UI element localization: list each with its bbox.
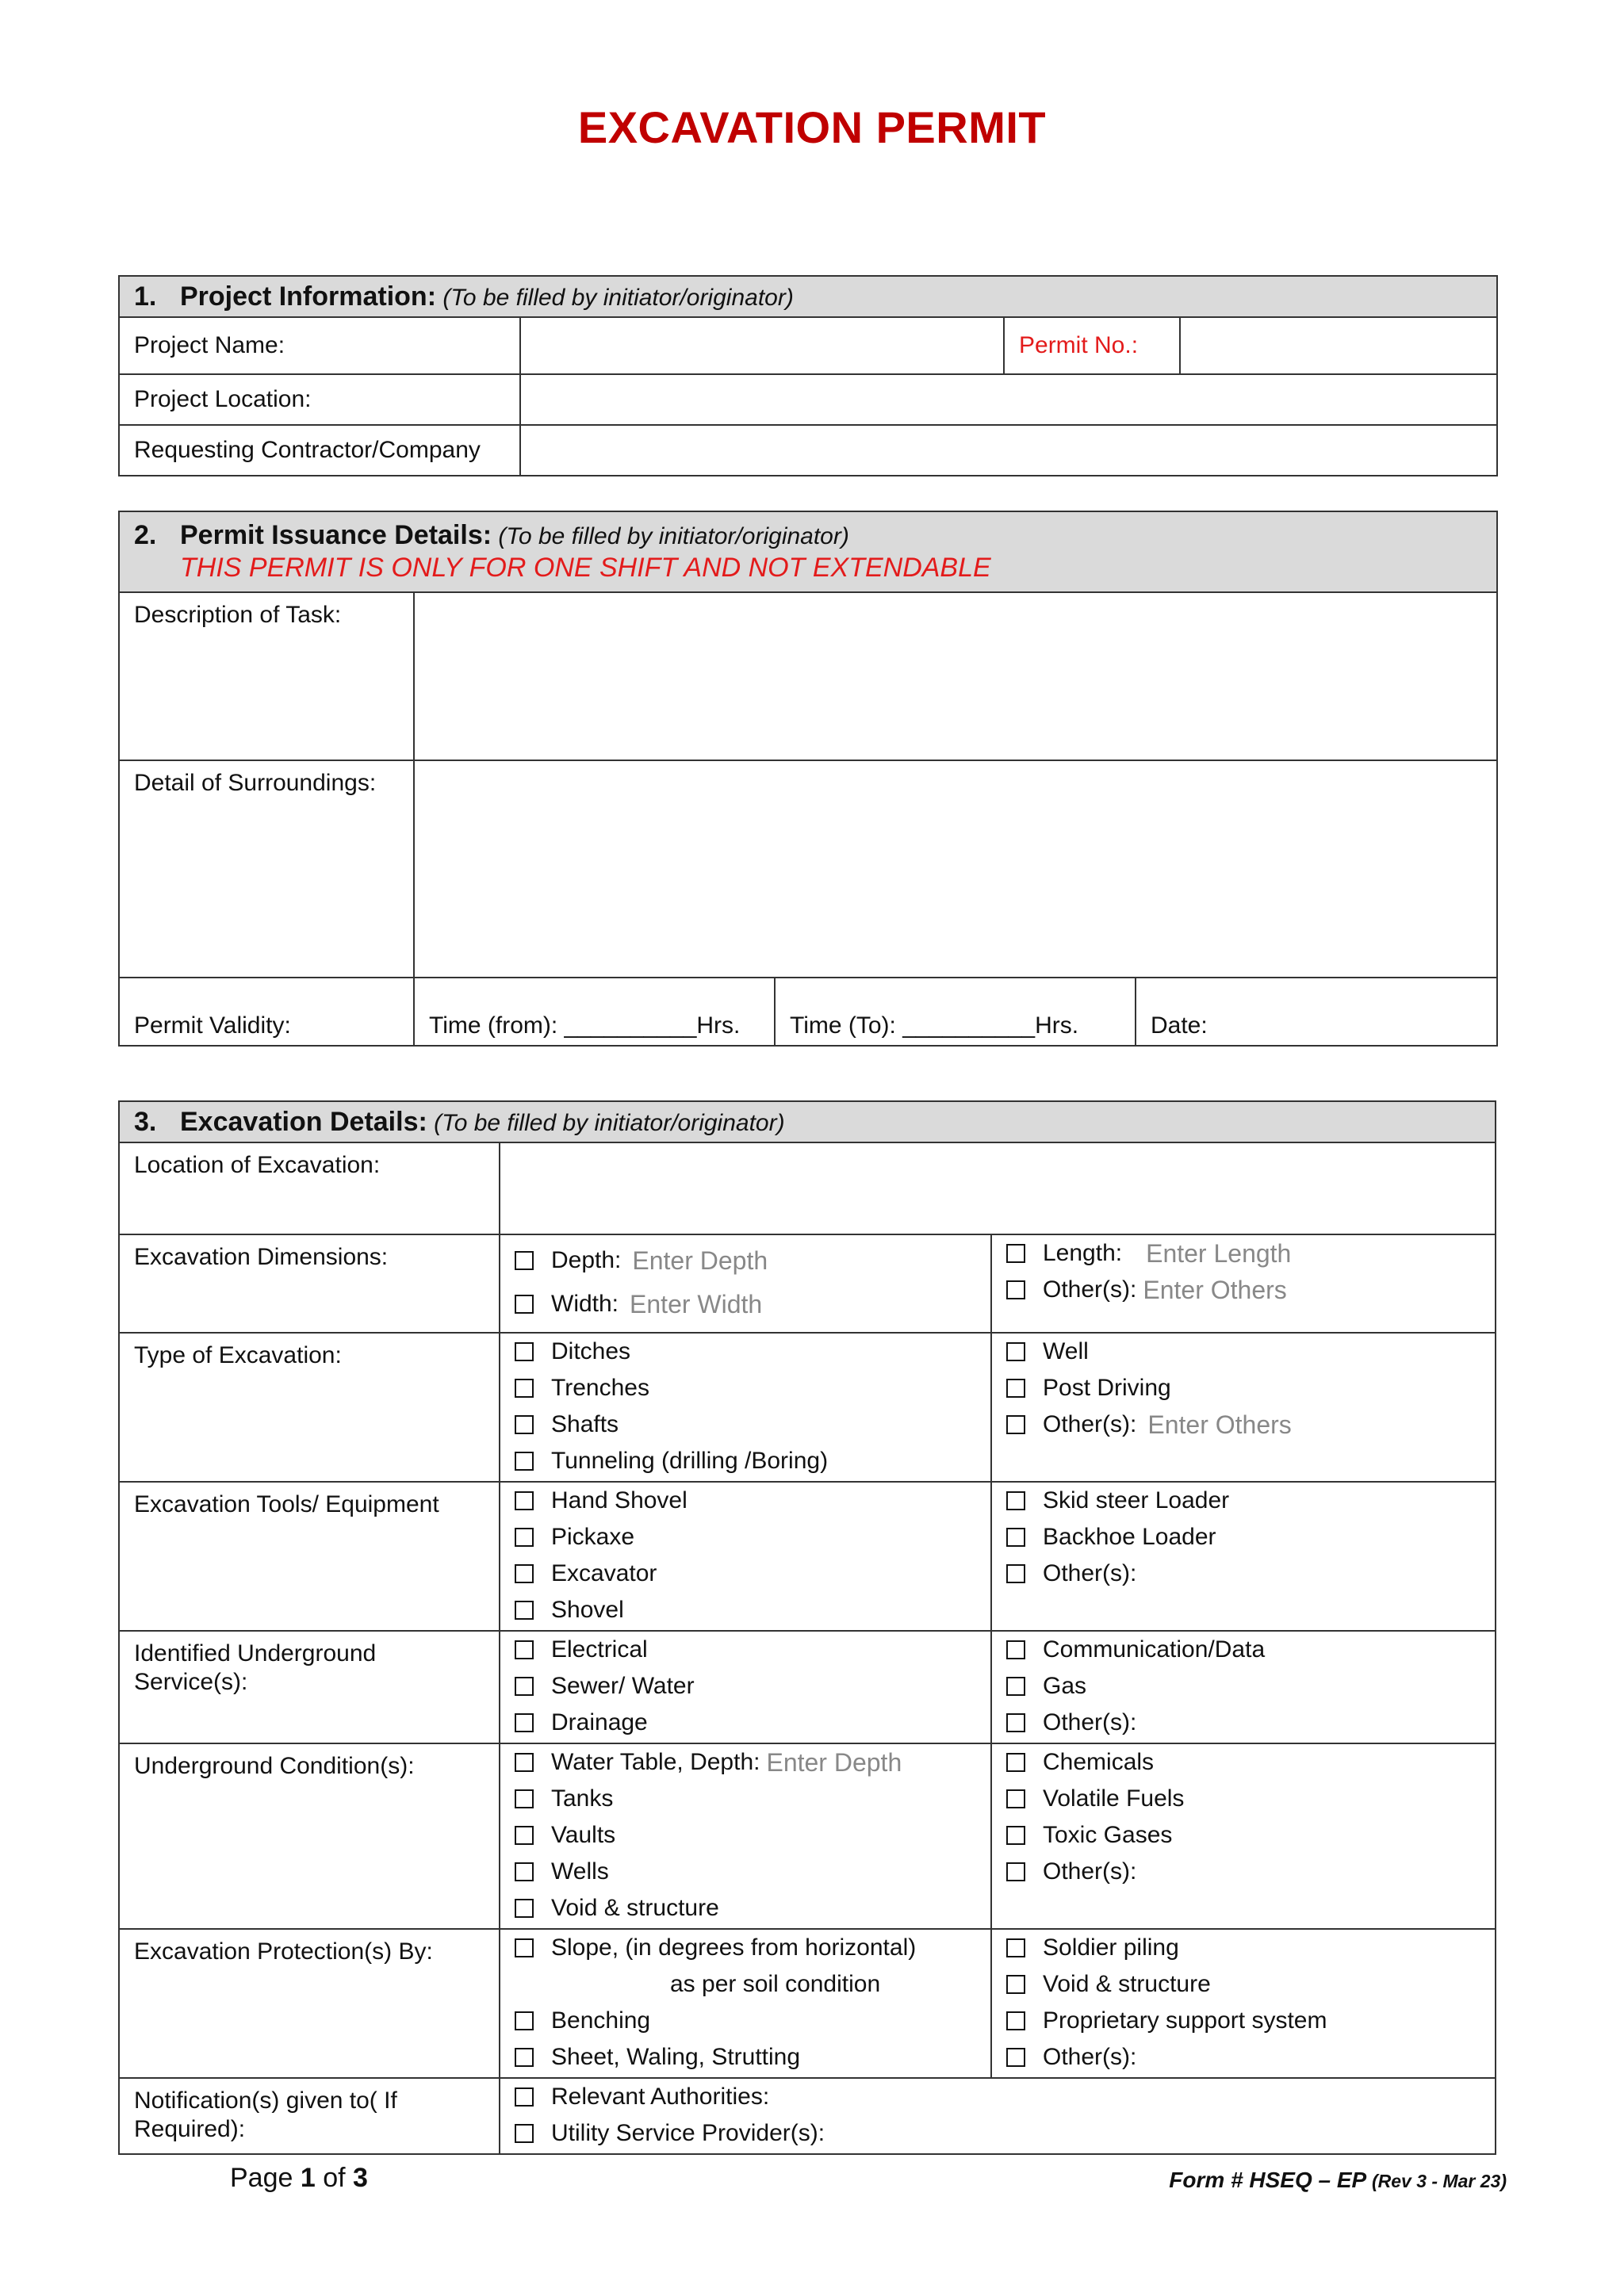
option-label: Gas: [1043, 1673, 1087, 1699]
option-pickaxe[interactable]: [515, 1519, 976, 1556]
checkbox[interactable]: [1006, 1379, 1025, 1398]
checkbox[interactable]: [1006, 2011, 1025, 2030]
option-label: Pickaxe: [551, 1524, 635, 1550]
option-label: Utility Service Provider(s):: [551, 2120, 825, 2146]
length-input[interactable]: Enter Length: [1146, 1238, 1292, 1268]
option-label: Other(s):: [1043, 1560, 1137, 1586]
dimensions-others-checkbox[interactable]: [1006, 1280, 1025, 1299]
requesting-contractor-field[interactable]: [520, 425, 1497, 476]
checkbox[interactable]: [515, 2011, 534, 2030]
option-label: Sewer/ Water: [551, 1673, 695, 1699]
checkbox[interactable]: [515, 1452, 534, 1471]
type-others-checkbox[interactable]: [1006, 1415, 1025, 1434]
option-communication-data[interactable]: [1006, 1632, 1480, 1668]
type-label: Type of Excavation:: [119, 1333, 500, 1482]
option-tunneling-drilling-boring[interactable]: [515, 1443, 976, 1479]
section3-header: 3. Excavation Details: (To be filled by initiator/originator): [119, 1101, 1496, 1142]
option-label: Tanks: [551, 1785, 614, 1812]
services-label: Identified Underground Service(s):: [119, 1631, 500, 1743]
option-skid-steer-loader[interactable]: [1006, 1483, 1480, 1519]
checkbox[interactable]: [1006, 1975, 1025, 1994]
option-label: Vaults: [551, 1822, 616, 1848]
time-from-field[interactable]: Time (from): __________Hrs.: [414, 978, 775, 1046]
dimensions-label: Excavation Dimensions:: [119, 1234, 500, 1333]
option-backhoe-loader[interactable]: [1006, 1519, 1480, 1556]
option-tanks[interactable]: [515, 1781, 976, 1817]
permit-no-label: Permit No.:: [1004, 317, 1180, 374]
option-toxic-gases[interactable]: [1006, 1817, 1480, 1854]
checkbox[interactable]: [515, 1862, 534, 1881]
checkbox[interactable]: [515, 1564, 534, 1583]
option-other-s[interactable]: [1006, 1705, 1480, 1741]
page-title: EXCAVATION PERMIT: [577, 102, 1047, 152]
permit-validity-label: Permit Validity:: [119, 978, 414, 1046]
depth-checkbox[interactable]: [515, 1251, 534, 1270]
option-trenches[interactable]: [515, 1370, 976, 1406]
option-label: Other(s):: [1043, 1709, 1137, 1735]
notification-label: Notification(s) given to( If Required):: [119, 2078, 500, 2154]
option-label: Skid steer Loader: [1043, 1487, 1230, 1513]
option-post-driving[interactable]: [1006, 1370, 1480, 1406]
option-excavator[interactable]: [515, 1556, 976, 1592]
checkbox[interactable]: [515, 1640, 534, 1659]
option-label: Relevant Authorities:: [551, 2084, 770, 2110]
checkbox[interactable]: [1006, 1753, 1025, 1772]
option-utility-service-provider-s[interactable]: [515, 2115, 1480, 2152]
checkbox[interactable]: [515, 1601, 534, 1620]
depth-option[interactable]: Depth: Enter Depth: [515, 1235, 976, 1286]
width-checkbox[interactable]: [515, 1295, 534, 1314]
water-table-option[interactable]: Water Table, Depth: Enter Depth: [515, 1744, 976, 1781]
option-label: Void & structure: [1043, 1971, 1211, 1997]
option-label: Post Driving: [1043, 1375, 1171, 1401]
description-label: Description of Task:: [119, 592, 414, 760]
option-label: Proprietary support system: [1043, 2007, 1327, 2034]
project-name-label: Project Name:: [119, 317, 520, 374]
option-other-s[interactable]: [1006, 1556, 1480, 1592]
option-label: Shovel: [551, 1597, 624, 1623]
water-table-checkbox[interactable]: [515, 1753, 534, 1772]
option-label: Void & structure: [551, 1895, 719, 1921]
project-information-table: [118, 275, 1498, 476]
option-label: Excavator: [551, 1560, 657, 1586]
option-relevant-authorities[interactable]: [515, 2079, 1480, 2115]
checkbox[interactable]: [515, 2124, 534, 2143]
section1-header: 1. Project Information: (To be filled by initiator/originator): [119, 276, 1497, 317]
option-label: Sheet, Waling, Strutting: [551, 2044, 801, 2070]
slope-note: as per soil condition: [670, 1971, 881, 1997]
type-left-list: [500, 1333, 991, 1482]
type-others-option[interactable]: Other(s): Enter Others: [1006, 1406, 1480, 1443]
checkbox[interactable]: [515, 2087, 534, 2107]
checkbox[interactable]: [1006, 1713, 1025, 1732]
checkbox[interactable]: [1006, 1640, 1025, 1659]
width-option[interactable]: Width: Enter Width: [515, 1286, 976, 1322]
checkbox[interactable]: [515, 1379, 534, 1398]
section2-header: 2. Permit Issuance Details: (To be filled by initiator/originator) THIS PERMIT IS ONLY FOR ONE SHIFT AND NOT EXTENDABLE: [119, 511, 1497, 592]
option-label: Electrical: [551, 1636, 648, 1663]
permit-no-field[interactable]: [1180, 317, 1497, 374]
option-ditches[interactable]: [515, 1334, 976, 1370]
option-gas[interactable]: [1006, 1668, 1480, 1705]
option-label: Toxic Gases: [1043, 1822, 1173, 1848]
excavation-location-field[interactable]: [500, 1142, 1496, 1234]
length-option[interactable]: Length: Enter Length: [1006, 1235, 1480, 1272]
option-label: Volatile Fuels: [1043, 1785, 1185, 1812]
date-field[interactable]: Date:: [1136, 978, 1497, 1046]
surroundings-label: Detail of Surroundings:: [119, 760, 414, 978]
slope-option[interactable]: Slope, (in degrees from horizontal): [515, 1930, 976, 1966]
checkbox[interactable]: [515, 1491, 534, 1510]
surroundings-field[interactable]: [414, 760, 1497, 978]
tools-label: Excavation Tools/ Equipment: [119, 1482, 500, 1631]
checkbox[interactable]: [515, 1528, 534, 1547]
option-label: Drainage: [551, 1709, 648, 1735]
checkbox[interactable]: [1006, 1789, 1025, 1808]
option-wells[interactable]: [515, 1854, 976, 1890]
page-number: Page 1 of 3: [230, 2163, 368, 2193]
option-label: Benching: [551, 2007, 651, 2034]
option-shafts[interactable]: [515, 1406, 976, 1443]
option-drainage[interactable]: [515, 1705, 976, 1741]
checkbox[interactable]: [515, 2048, 534, 2067]
depth-input[interactable]: Enter Depth: [632, 1246, 768, 1275]
option-label: Trenches: [551, 1375, 649, 1401]
width-input[interactable]: Enter Width: [630, 1289, 763, 1318]
type-others-input[interactable]: Enter Others: [1147, 1410, 1292, 1439]
checkbox[interactable]: [1006, 1491, 1025, 1510]
option-label: Other(s):: [1043, 2044, 1137, 2070]
water-table-input[interactable]: Enter Depth: [766, 1747, 902, 1777]
type-right-list: [991, 1333, 1496, 1482]
option-shovel[interactable]: [515, 1592, 976, 1628]
option-label: Tunneling (drilling /Boring): [551, 1448, 829, 1474]
option-void-structure[interactable]: [1006, 1966, 1480, 2003]
requesting-contractor-label: Requesting Contractor/Company: [119, 425, 520, 476]
description-field[interactable]: [414, 592, 1497, 760]
section2-heading: Permit Issuance Details:: [180, 520, 492, 551]
time-to-field[interactable]: Time (To): __________Hrs.: [775, 978, 1136, 1046]
option-sewer-water[interactable]: [515, 1668, 976, 1705]
option-soldier-piling[interactable]: [1006, 1930, 1480, 1966]
conditions-right-list: [991, 1743, 1496, 1929]
protection-left-list: [500, 1929, 991, 2078]
services-right-list: [991, 1631, 1496, 1743]
option-label: Ditches: [551, 1338, 631, 1364]
checkbox[interactable]: [515, 1826, 534, 1845]
option-benching[interactable]: [515, 2003, 976, 2039]
section3-heading: Excavation Details:: [180, 1106, 427, 1137]
checkbox[interactable]: [1006, 2048, 1025, 2067]
checkbox[interactable]: [515, 1713, 534, 1732]
checkbox[interactable]: [1006, 1938, 1025, 1957]
checkbox[interactable]: [1006, 1677, 1025, 1696]
checkbox[interactable]: [515, 1342, 534, 1361]
dimensions-others-option[interactable]: Other(s): Enter Others: [1006, 1272, 1480, 1308]
option-well[interactable]: [1006, 1334, 1480, 1370]
excavation-details-table: [118, 1100, 1496, 2155]
checkbox[interactable]: [1006, 1862, 1025, 1881]
dimensions-others-input[interactable]: Enter Others: [1143, 1275, 1287, 1304]
checkbox[interactable]: [515, 1789, 534, 1808]
permit-issuance-table: [118, 511, 1498, 1047]
checkbox[interactable]: [515, 1899, 534, 1918]
option-label: Other(s):: [1043, 1858, 1137, 1885]
option-label: Communication/Data: [1043, 1636, 1266, 1663]
option-electrical[interactable]: [515, 1632, 976, 1668]
tools-left-list: [500, 1482, 991, 1631]
checkbox[interactable]: [1006, 1564, 1025, 1583]
checkbox[interactable]: [1006, 1342, 1025, 1361]
option-vaults[interactable]: [515, 1817, 976, 1854]
option-volatile-fuels[interactable]: [1006, 1781, 1480, 1817]
option-other-s[interactable]: [1006, 2039, 1480, 2076]
conditions-label: Underground Condition(s):: [119, 1743, 500, 1929]
protection-label: Excavation Protection(s) By:: [119, 1929, 500, 2078]
section1-heading: Project Information:: [180, 281, 437, 312]
option-label: Shafts: [551, 1411, 619, 1437]
checkbox[interactable]: [515, 1415, 534, 1434]
checkbox[interactable]: [1006, 1528, 1025, 1547]
services-left-list: [500, 1631, 991, 1743]
checkbox[interactable]: [1006, 1826, 1025, 1845]
conditions-left-list: [500, 1743, 991, 1929]
option-label: Wells: [551, 1858, 609, 1885]
option-label: Backhoe Loader: [1043, 1524, 1216, 1550]
tools-right-list: [991, 1482, 1496, 1631]
option-label: Chemicals: [1043, 1749, 1155, 1775]
project-location-label: Project Location:: [119, 374, 520, 425]
checkbox[interactable]: [515, 1677, 534, 1696]
project-location-field[interactable]: [520, 374, 1497, 425]
option-other-s[interactable]: [1006, 1854, 1480, 1890]
option-label: Hand Shovel: [551, 1487, 688, 1513]
option-void-structure[interactable]: [515, 1890, 976, 1927]
excavation-location-label: Location of Excavation:: [119, 1142, 500, 1234]
option-sheet-waling-strutting[interactable]: [515, 2039, 976, 2076]
option-chemicals[interactable]: [1006, 1744, 1480, 1781]
length-checkbox[interactable]: [1006, 1244, 1025, 1263]
shift-warning: THIS PERMIT IS ONLY FOR ONE SHIFT AND NOT EXTENDABLE: [180, 553, 991, 583]
option-proprietary-support-system[interactable]: [1006, 2003, 1480, 2039]
slope-checkbox[interactable]: [515, 1938, 534, 1957]
notification-list: [500, 2078, 1496, 2154]
option-hand-shovel[interactable]: [515, 1483, 976, 1519]
option-label: Soldier piling: [1043, 1934, 1179, 1961]
project-name-field[interactable]: [520, 317, 1004, 374]
option-label: Well: [1043, 1338, 1089, 1364]
protection-right-list: [991, 1929, 1496, 2078]
form-number: Form # HSEQ – EP (Rev 3 - Mar 23): [1169, 2168, 1507, 2192]
